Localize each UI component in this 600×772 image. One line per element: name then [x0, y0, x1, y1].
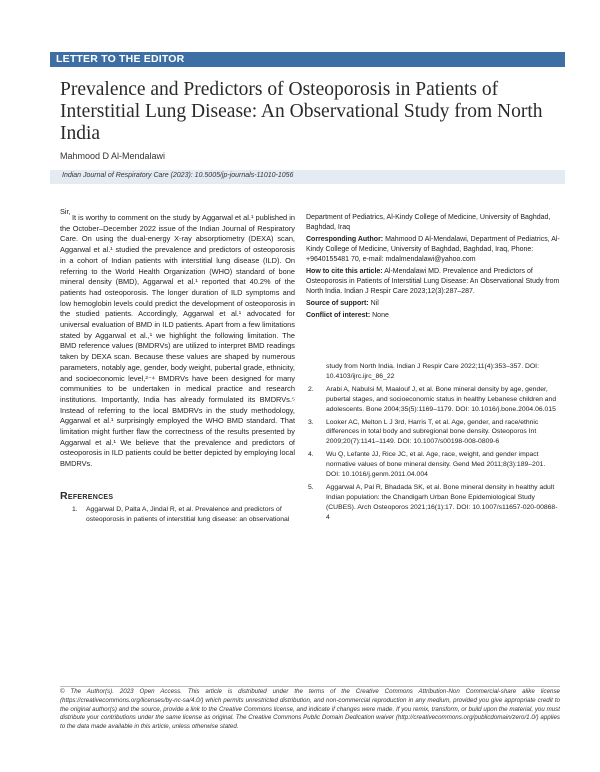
reference-number: 3. [308, 418, 314, 426]
reference-item [308, 483, 558, 523]
conflict-label: Conflict of interest: [306, 312, 371, 319]
reference-item [308, 418, 558, 448]
reference-text: study from North India. Indian J Respir Care 2022;11(4):353–357. DOI: 10.4103/ijrc.ijrc_86_22 [326, 363, 539, 380]
corresponding-author [306, 235, 561, 265]
article-type-label: LETTER TO THE EDITOR [56, 53, 185, 65]
references-list-right [308, 362, 558, 526]
conflict-of-interest [306, 311, 561, 321]
reference-number: 4. [308, 451, 314, 459]
article-title: Prevalence and Predictors of Osteoporosis in Patients of Interstitial Lung Disease: An Observational Study from North India [60, 79, 543, 144]
body-column [60, 213, 295, 470]
salutation: Sir, [60, 207, 71, 216]
footer-divider [60, 686, 560, 687]
reference-text: Aggarwal A, Pal R, Bhadada SK, et al. Bone mineral density in healthy adult Indian population: the Chandigarh Urban Bone Epidemiological Study (CUBES). Arch Osteoporos 2021;16(1):17. DOI: 10.1007/s11657-020-00868-4 [326, 483, 558, 521]
reference-number: 1. [72, 506, 78, 513]
corresponding-text: Mahmood D Al-Mendalawi, Department of Pediatrics, Al-Kindy College of Medicine, University of Baghdad, Baghdad, Iraq, Phone: +9640155481 70, e-mail: mdalmendalawi@yahoo.com [306, 236, 560, 263]
references-list-left [72, 505, 302, 531]
reference-text: Looker AC, Melton L J 3rd, Harris T, et al. Age, gender, and race/ethnic differences in total body and subregional bone density. Osteoporos Int 2009;20(7):1141–1149. DOI: 10.1007/s00198-008-0809-6 [326, 418, 539, 446]
source-of-support [306, 299, 561, 309]
reference-item-continued [308, 362, 558, 382]
citation-bar [50, 170, 565, 184]
references-heading: References [60, 490, 114, 502]
reference-item [308, 385, 558, 415]
reference-text: Wu Q, Lefante JJ, Rice JC, et al. Age, race, weight, and gender impact normative values of bone mineral density. Gend Med 2011;8(3):189–201. DOI: 10.1016/j.genm.2011.04.004 [326, 451, 546, 479]
author-name: Mahmood D Al-Mendalawi [60, 151, 166, 161]
reference-text: Aggarwal D, Palta A, Jindal R, et al. Prevalence and predictors of osteoporosis in patients of interstitial lung disease: an observational [86, 506, 290, 523]
body-paragraph: It is worthy to comment on the study by Aggarwal et al.¹ published in the October–December 2022 issue of the Indian Journal of Respiratory Care. On using the dual-energy X-ray absorptiometry (DEXA) scan, Aggarwal et al.¹ studied the prevalence and predictors of osteoporosis in a cohort of Indian patients with interstitial lung disease (ILD). On referring to the World Health Organization (WHO) standard of bone mineral density (BMD), Aggarwal et al.¹ reported that 40.2% of the patients had osteoporosis. The longer duration of ILD symptoms and low hemoglobin levels could predict the development of osteoporosis in the studied patients. Accordingly, Aggarwal et al.¹ advocated for universal evaluation of BMD in ILD patients. Apart from a few limitations stated by Aggarwal et al.,¹ we highlight the following limitation. The BMD reference values (BMDRVs) are utilized to interpret BMD readings taken by DEXA scan. Because these values are shaped by numerous parameters, notably age, gender, body weight, pubertal grade, ethnicity, and socioeconomic level,²⁻⁴ BMDRVs have been designed for many communities to be undertaken in medical practice and research institutions. Importantly, India has already formulated its BMDRVs.⁵ Instead of referring to the local BMDRVs in the study methodology, Aggarwal et al.¹ surprisingly employed the WHO BMD standard. That limitation might further flaw the correctness of the results presented by Aggarwal et al.¹ We believe that the prevalence and predictors of osteoporosis in ILD patients could be better depicted by employing local BMDRVs. [60, 213, 295, 469]
article-info-column [306, 213, 561, 323]
article-type-banner [50, 52, 565, 67]
reference-number: 5. [308, 483, 314, 491]
corresponding-label: Corresponding Author: [306, 236, 384, 243]
reference-item [72, 505, 302, 525]
how-to-cite [306, 267, 561, 297]
reference-text: Arabi A, Nabulsi M, Maalouf J, et al. Bone mineral density by age, gender, pubertal stages, and socioeconomic status in healthy Lebanese children and adolescents. Bone 2004;35(5):1169–1179. DOI: 10.1016/j.bone.2004.06.015 [326, 385, 557, 413]
how-to-cite-text: Al-Mendalawi MD. Prevalence and Predictors of Osteoporosis in Patients of Interstitial Lung Disease: An Observational Study from North India. Indian J Respir Care 2023;12(3):287–287. [306, 268, 560, 295]
support-value: Nil [370, 300, 379, 307]
affiliation: Department of Pediatrics, Al-Kindy College of Medicine, University of Baghdad, Baghdad, Iraq [306, 214, 551, 231]
reference-number: 2. [308, 385, 314, 393]
reference-item [308, 450, 558, 480]
conflict-value: None [372, 312, 389, 319]
support-label: Source of support: [306, 300, 369, 307]
journal-citation: Indian Journal of Respiratory Care (2023): 10.5005/jp-journals-11010-1056 [62, 172, 294, 179]
how-to-cite-label: How to cite this article: [306, 268, 383, 275]
license-footer: © The Author(s). 2023 Open Access. This article is distributed under the terms of the Creative Commons Attribution-Non Commercial-share alike license (https://creativecommons.org/licenses/by-nc-sa/4.0/) which permits unrestricted distribution, and non-commercial reproduction in any medium, provided you give appropriate credit to the original author(s) and the source, provide a link to the Creative Commons license, and indicate if changes were made. If you remix, transform, or build upon the material, you must distribute your contributions under the same license as original. The Creative Commons Public Domain Dedication waiver (http://creativecommons.org/publicdomain/zero/1.0/) applies to the data made available in this article, unless otherwise stated. [60, 688, 560, 731]
